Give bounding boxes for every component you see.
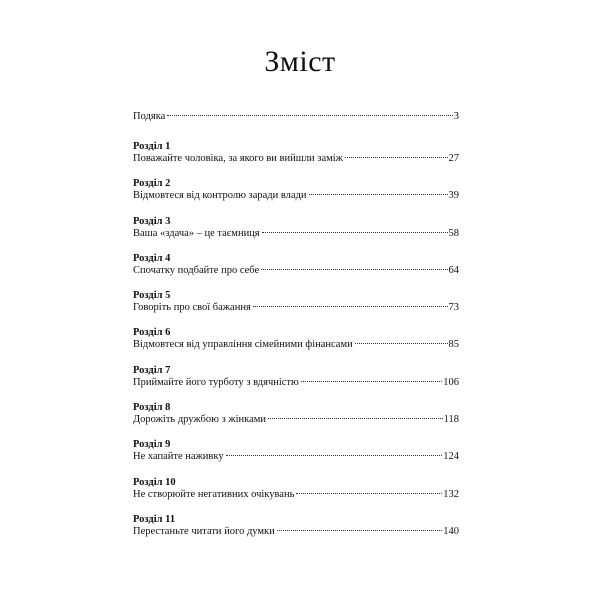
chapter-label: Розділ 8	[133, 402, 171, 414]
toc-entry-page: 132	[443, 488, 459, 500]
table-of-contents	[133, 110, 459, 551]
toc-entry-page: 27	[448, 153, 459, 164]
toc-entry	[133, 301, 459, 315]
toc-entry-page: 85	[448, 339, 459, 351]
toc-entry	[133, 413, 459, 427]
dot-leader	[167, 115, 452, 116]
chapter-label: Розділ 10	[133, 476, 176, 488]
chapter-label: Розділ 2	[133, 178, 171, 190]
toc-entry-title: Подяка	[133, 111, 166, 122]
toc-entry-title: Дорожіть дружбою з жінками	[133, 414, 266, 426]
dot-leader	[345, 157, 448, 158]
toc-entry	[133, 488, 459, 502]
toc-chapter	[133, 178, 459, 203]
toc-entry-page: 3	[453, 111, 459, 122]
toc-entry-title: Перестаньте читати його думки	[133, 525, 275, 537]
chapter-label: Розділ 1	[133, 141, 171, 152]
chapter-list	[133, 141, 459, 539]
toc-chapter	[133, 216, 459, 241]
dot-leader	[268, 418, 443, 419]
toc-entry-title: Говоріть про свої бажання	[133, 302, 251, 314]
toc-chapter	[133, 402, 459, 427]
toc-entry-title: Відмовтеся від контролю заради влади	[133, 190, 307, 202]
toc-chapter	[133, 514, 459, 539]
chapter-label: Розділ 9	[133, 439, 171, 451]
toc-chapter	[133, 253, 459, 278]
chapter-label: Розділ 11	[133, 513, 176, 525]
chapter-label: Розділ 6	[133, 327, 171, 339]
toc-entry-page: 106	[443, 376, 459, 388]
toc-entry-page: 58	[448, 227, 459, 239]
dot-leader	[296, 493, 442, 494]
toc-entry-title: Спочатку подбайте про себе	[133, 264, 260, 276]
toc-entry	[133, 264, 459, 278]
toc-chapter	[133, 439, 459, 464]
chapter-label: Розділ 7	[133, 364, 171, 376]
toc-entry	[133, 376, 459, 390]
toc-entry-page: 64	[448, 264, 459, 276]
toc-chapter	[133, 327, 459, 352]
chapter-label: Розділ 5	[133, 290, 171, 302]
dot-leader	[226, 455, 443, 456]
toc-entry	[133, 338, 459, 352]
toc-entry-title: Не хапайте наживку	[133, 451, 224, 463]
toc-entry-title: Відмовтеся від управління сімейними фінансами	[133, 339, 353, 351]
toc-entry-title: Поважайте чоловіка, за якого ви вийшли заміж	[133, 153, 343, 164]
dot-leader	[262, 232, 448, 233]
toc-entry-page: 140	[443, 525, 459, 537]
toc-entry	[133, 189, 459, 203]
toc-entry-title: Не створюйте негативних очікувань	[133, 488, 295, 500]
toc-entry	[133, 152, 459, 166]
toc-entry-title: Приймайте його турботу з вдячністю	[133, 376, 299, 388]
toc-entry-page: 118	[443, 414, 459, 426]
dot-leader	[355, 343, 448, 344]
chapter-label: Розділ 3	[133, 215, 171, 227]
toc-entry-title: Ваша «здача» – це таємниця	[133, 227, 260, 239]
toc-entry	[133, 227, 459, 241]
page-title: Зміст	[264, 45, 336, 78]
toc-entry-acknowledgements	[133, 110, 459, 124]
chapter-label: Розділ 4	[133, 252, 171, 264]
dot-leader	[301, 381, 442, 382]
toc-entry	[133, 450, 459, 464]
dot-leader	[309, 194, 448, 195]
dot-leader	[277, 530, 442, 531]
toc-entry-page: 73	[448, 302, 459, 314]
dot-leader	[253, 306, 448, 307]
toc-entry-page: 124	[443, 451, 459, 463]
dot-leader	[261, 269, 447, 270]
toc-chapter	[133, 365, 459, 390]
toc-entry	[133, 525, 459, 539]
toc-chapter	[133, 290, 459, 315]
toc-chapter	[133, 141, 459, 166]
toc-entry-page: 39	[448, 190, 459, 202]
toc-chapter	[133, 477, 459, 502]
